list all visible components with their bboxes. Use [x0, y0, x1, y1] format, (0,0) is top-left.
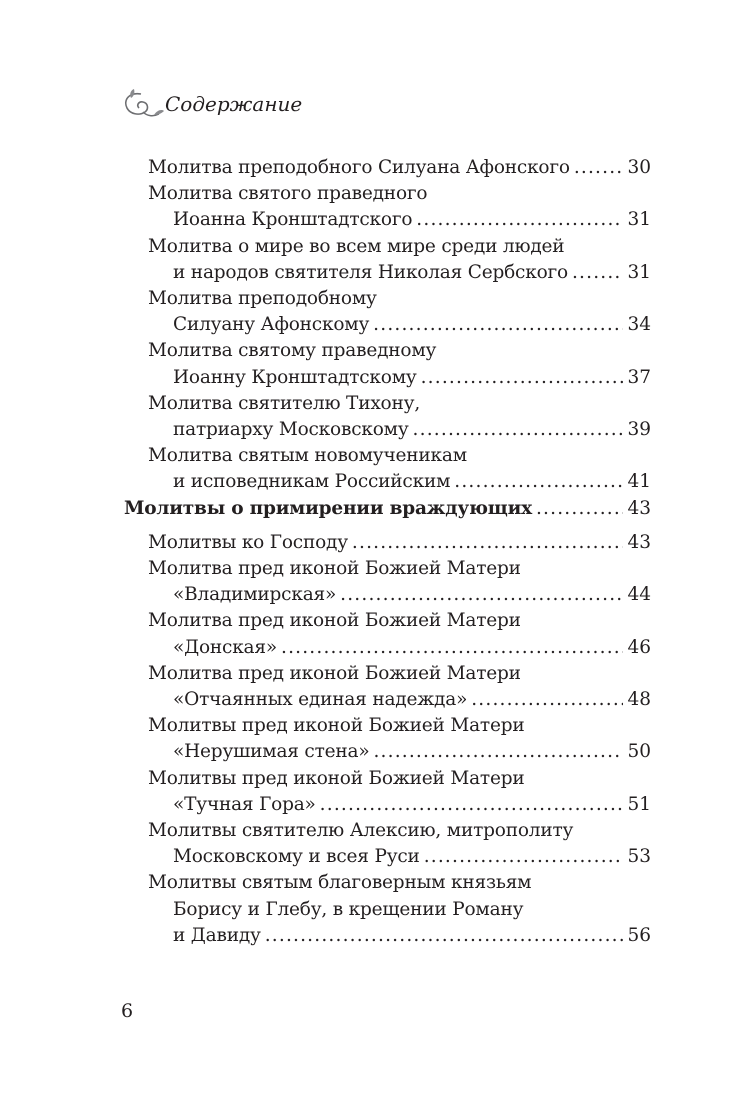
toc-page-number: 30	[627, 157, 651, 178]
toc-entry-title: Молитвы ко Господу	[148, 531, 348, 553]
toc-entry	[0, 286, 739, 338]
toc-line	[173, 417, 651, 443]
toc-line	[148, 713, 651, 739]
toc-entry	[0, 155, 739, 181]
toc-page-number: 39	[627, 419, 651, 441]
toc-entry	[0, 818, 739, 870]
toc-entry-title: Молитвы святителю Алексию, митрополиту	[148, 820, 574, 842]
toc-line	[148, 155, 651, 181]
toc-line	[173, 687, 651, 713]
toc-entry-title: Иоанна Кронштадтского	[173, 209, 413, 231]
toc-entry	[0, 608, 739, 660]
toc-entry-title: Молитвы о примирении враждующих	[124, 497, 532, 519]
dot-leader	[352, 530, 624, 556]
toc-entry	[0, 530, 739, 556]
toc-line	[148, 391, 651, 417]
dot-leader	[424, 844, 624, 870]
toc-line	[173, 260, 651, 286]
dot-leader	[265, 923, 624, 949]
toc-line	[148, 556, 651, 582]
toc-entry	[0, 234, 739, 286]
dot-leader	[574, 155, 624, 181]
table-of-contents	[0, 155, 739, 949]
toc-entry-title: Иоанну Кронштадтскому	[173, 366, 417, 388]
toc-entry-title: Молитва преподобному	[148, 288, 377, 310]
toc-entry	[0, 556, 739, 608]
toc-line	[148, 608, 651, 634]
page-number: 6	[121, 1000, 134, 1022]
toc-entry-title: «Владимирская»	[173, 584, 337, 606]
toc-line	[148, 870, 651, 896]
dot-leader	[340, 582, 623, 608]
toc-line	[148, 181, 651, 207]
toc-page-number: 31	[627, 209, 651, 231]
toc-entry	[0, 338, 739, 390]
toc-page-number: 31	[627, 261, 651, 283]
toc-entry	[0, 766, 739, 818]
toc-line	[148, 338, 651, 364]
toc-line	[173, 897, 651, 923]
toc-line	[148, 443, 651, 469]
toc-page-number: 34	[627, 314, 651, 336]
toc-line	[173, 792, 651, 818]
toc-line	[173, 582, 651, 608]
toc-entry-title: Молитва пред иконой Божией Матери	[148, 610, 521, 632]
toc-entry-title: Молитва преподобного Силуана Афонского	[148, 157, 570, 178]
toc-entry	[0, 181, 739, 233]
dot-leader	[281, 635, 623, 661]
toc-line	[148, 766, 651, 792]
toc-entry-title: Молитва пред иконой Божией Матери	[148, 662, 521, 684]
toc-entry-title: «Тучная Гора»	[173, 793, 316, 815]
toc-entry-title: Молитвы пред иконой Божией Матери	[148, 715, 525, 737]
dot-leader	[416, 207, 623, 233]
toc-line	[148, 286, 651, 312]
toc-line	[173, 739, 651, 765]
toc-page-number: 43	[627, 531, 651, 553]
toc-page-number: 43	[627, 497, 651, 519]
dot-leader	[413, 417, 624, 443]
toc-line	[173, 844, 651, 870]
toc-line	[148, 818, 651, 844]
toc-line	[173, 923, 651, 949]
toc-line	[148, 234, 651, 260]
toc-entry-title: «Нерушимая стена»	[173, 741, 370, 763]
toc-page-number: 53	[627, 846, 651, 868]
dot-leader	[536, 496, 623, 522]
toc-line	[124, 496, 651, 522]
toc-line	[173, 207, 651, 233]
toc-entry-title: Московскому и всея Руси	[173, 846, 420, 868]
toc-entry-title: Борису и Глебу, в крещении Роману	[173, 898, 524, 920]
toc-entry	[0, 391, 739, 443]
dot-leader	[373, 312, 623, 338]
toc-entry-title: Силуану Афонскому	[173, 314, 370, 336]
header-title: Содержание	[165, 92, 303, 116]
toc-page-number: 56	[627, 924, 651, 946]
toc-entry-title: Молитва о мире во всем мире среди людей	[148, 235, 565, 257]
toc-entry	[0, 661, 739, 713]
toc-page-number: 48	[627, 689, 651, 711]
toc-line	[148, 661, 651, 687]
toc-entry-title: «Отчаянных единая надежда»	[173, 689, 468, 711]
toc-entry	[0, 713, 739, 765]
toc-entry-title: Молитва святому праведному	[148, 340, 437, 362]
toc-line	[173, 635, 651, 661]
running-header	[121, 86, 302, 122]
toc-page-number: 50	[627, 741, 651, 763]
leaf-swirl-ornament-icon	[121, 86, 165, 122]
dot-leader	[572, 260, 624, 286]
toc-entry-title: и народов святителя Николая Сербского	[173, 261, 568, 283]
toc-entry-title: Молитвы святым благоверным князьям	[148, 872, 532, 894]
toc-entry-title: Молитва святым новомученикам	[148, 445, 467, 467]
toc-line	[173, 312, 651, 338]
toc-line	[173, 469, 651, 495]
toc-entry	[0, 443, 739, 495]
toc-entry-title: Молитва святителю Тихону,	[148, 392, 420, 414]
toc-entry	[0, 870, 739, 949]
toc-page-number: 44	[627, 584, 651, 606]
dot-leader	[454, 469, 623, 495]
toc-entry-title: Молитва пред иконой Божией Матери	[148, 558, 521, 580]
dot-leader	[421, 365, 624, 391]
toc-page-number: 37	[627, 366, 651, 388]
toc-entry-title: и Давиду	[173, 924, 261, 946]
toc-entry-title: патриарху Московскому	[173, 419, 409, 441]
toc-entry-title: «Донская»	[173, 636, 277, 658]
toc-line	[173, 365, 651, 391]
dot-leader	[320, 792, 624, 818]
toc-line	[148, 530, 651, 556]
toc-entry-title: и исповедникам Российским	[173, 471, 451, 493]
dot-leader	[373, 739, 623, 765]
toc-page-number: 51	[627, 793, 651, 815]
toc-page-number: 41	[627, 471, 651, 493]
toc-entry-title: Молитвы пред иконой Божией Матери	[148, 767, 525, 789]
dot-leader	[471, 687, 623, 713]
toc-page-number: 46	[627, 636, 651, 658]
toc-entry-title: Молитва святого праведного	[148, 183, 428, 205]
toc-section-heading	[0, 496, 739, 522]
